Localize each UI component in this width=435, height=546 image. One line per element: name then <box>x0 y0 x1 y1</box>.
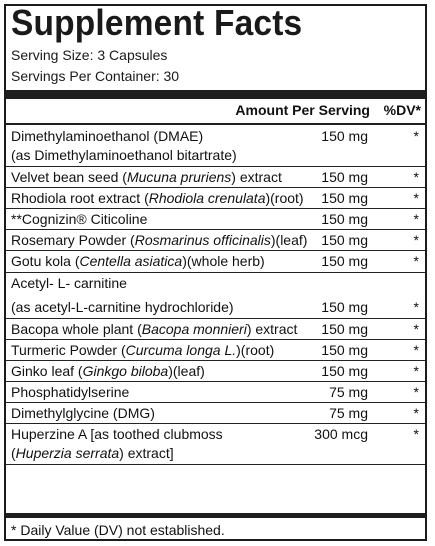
servings-per-container: Servings Per Container: 30 <box>11 68 180 84</box>
ingredient-subtext: (as acetyl-L-carnitine hydrochloride) <box>11 299 234 315</box>
supplement-facts-panel <box>4 4 427 541</box>
ingredient-subtext: (as Dimethylaminoethanol bitartrate) <box>11 147 237 163</box>
ingredient-row <box>6 403 425 424</box>
ingredient-row <box>6 188 425 209</box>
header-divider <box>6 123 425 125</box>
ingredient-name: Rosemary Powder (Rosmarinus officinalis)(leaf) <box>11 232 308 248</box>
ingredient-dv: * <box>413 426 419 442</box>
ingredient-dv: * <box>413 128 419 144</box>
ingredient-name: Turmeric Powder (Curcuma longa L.)(root) <box>11 342 275 358</box>
ingredient-dv: * <box>413 342 419 358</box>
ingredient-name: Rhodiola root extract (Rhodiola crenulata)(root) <box>11 190 304 206</box>
ingredient-dv: * <box>413 253 419 269</box>
ingredient-subtext: (Huperzia serrata) extract] <box>11 445 174 461</box>
ingredient-row <box>6 340 425 361</box>
ingredient-name: Dimethylglycine (DMG) <box>11 405 155 421</box>
ingredient-row <box>6 424 425 465</box>
ingredient-name: Bacopa whole plant (Bacopa monnieri) extract <box>11 321 298 337</box>
header-amount-per-serving: Amount Per Serving <box>235 102 370 118</box>
ingredient-amount: 75 mg <box>329 384 368 400</box>
ingredient-amount: 150 mg <box>321 342 368 358</box>
ingredient-amount: 150 mg <box>321 363 368 379</box>
ingredient-amount: 75 mg <box>329 405 368 421</box>
ingredient-name: Phosphatidylserine <box>11 384 130 400</box>
ingredient-dv: * <box>413 211 419 227</box>
header-dv: %DV* <box>383 102 421 118</box>
ingredient-row <box>6 230 425 251</box>
thick-divider <box>6 90 425 99</box>
ingredient-row <box>6 209 425 230</box>
ingredient-row <box>6 361 425 382</box>
ingredient-amount: 150 mg <box>321 253 368 269</box>
ingredient-dv: * <box>413 232 419 248</box>
ingredient-amount: 150 mg <box>321 211 368 227</box>
ingredient-dv: * <box>413 190 419 206</box>
ingredient-amount: 150 mg <box>321 169 368 185</box>
panel-title: Supplement Facts <box>11 4 303 43</box>
ingredient-amount: 150 mg <box>321 190 368 206</box>
ingredient-name: **Cognizin® Citicoline <box>11 211 148 227</box>
ingredient-row <box>6 167 425 188</box>
ingredient-dv: * <box>413 299 419 315</box>
ingredient-list <box>6 126 425 465</box>
ingredient-row <box>6 126 425 167</box>
ingredient-name: Ginko leaf (Ginkgo biloba)(leaf) <box>11 363 205 379</box>
ingredient-name: Huperzine A [as toothed clubmoss (Huperzia serrata) extract] <box>11 426 311 462</box>
ingredient-dv: * <box>413 384 419 400</box>
ingredient-name: Dimethylaminoethanol (DMAE) (as Dimethylaminoethanol bitartrate) <box>11 128 311 164</box>
ingredient-amount: 150 mg <box>321 128 368 144</box>
ingredient-row <box>6 251 425 273</box>
ingredient-dv: * <box>413 405 419 421</box>
serving-size: Serving Size: 3 Capsules <box>11 47 168 63</box>
ingredient-dv: * <box>413 363 419 379</box>
ingredient-name: Velvet bean seed (Mucuna pruriens) extract <box>11 169 282 185</box>
ingredient-amount: 150 mg <box>321 299 368 315</box>
ingredient-row <box>6 382 425 403</box>
ingredient-dv: * <box>413 169 419 185</box>
ingredient-row <box>6 319 425 340</box>
ingredient-amount: 150 mg <box>321 232 368 248</box>
bottom-divider <box>6 513 425 518</box>
ingredient-row <box>6 273 425 319</box>
ingredient-amount: 300 mcg <box>314 426 368 442</box>
daily-value-footnote: * Daily Value (DV) not established. <box>11 522 225 538</box>
ingredient-name: Acetyl- L- carnitine (as acetyl-L-carnitine hydrochloride) <box>11 275 311 316</box>
ingredient-name: Gotu kola (Centella asiatica)(whole herb) <box>11 253 265 269</box>
ingredient-dv: * <box>413 321 419 337</box>
ingredient-amount: 150 mg <box>321 321 368 337</box>
